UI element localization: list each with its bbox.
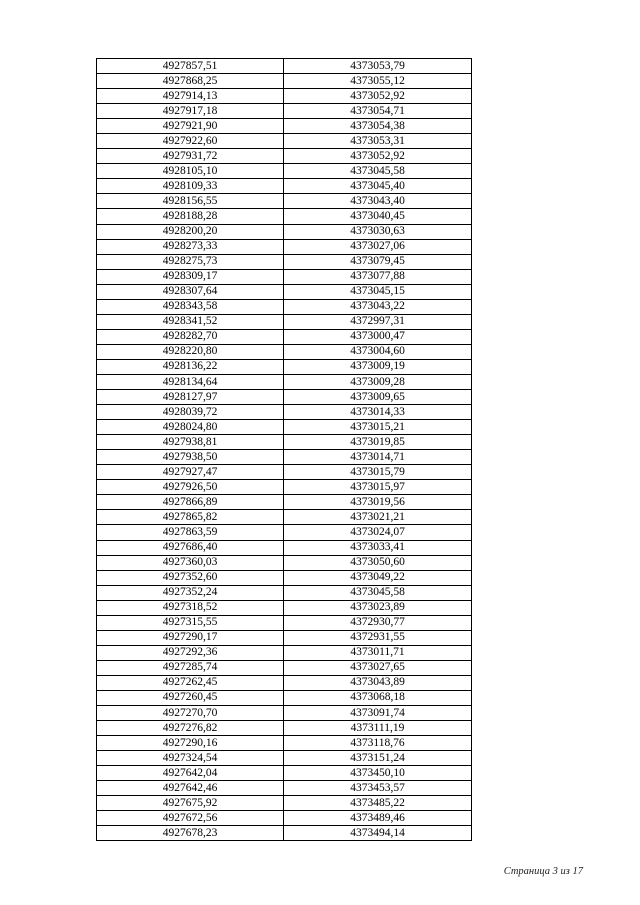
coordinate-x-cell: 4927324,54 [97,751,284,766]
coordinate-y-cell: 4373040,45 [284,209,472,224]
coordinate-x-cell: 4927938,81 [97,435,284,450]
coordinate-y-cell: 4373023,89 [284,600,472,615]
coordinate-y-cell: 4373453,57 [284,781,472,796]
coordinate-x-cell: 4928127,97 [97,390,284,405]
table-row [97,796,472,811]
coordinate-x-cell: 4927914,13 [97,89,284,104]
coordinate-x-cell: 4927642,46 [97,781,284,796]
coordinate-y-cell: 4373014,33 [284,405,472,420]
coordinate-y-cell: 4373045,40 [284,179,472,194]
coordinate-y-cell: 4373045,15 [284,284,472,299]
coordinate-y-cell: 4373118,76 [284,736,472,751]
table-row [97,570,472,585]
table-row [97,254,472,269]
coordinate-y-cell: 4373049,22 [284,570,472,585]
coordinate-y-cell: 4373450,10 [284,766,472,781]
coordinate-y-cell: 4373030,63 [284,224,472,239]
coordinate-x-cell: 4928188,28 [97,209,284,224]
table-row [97,59,472,74]
coordinate-x-cell: 4927917,18 [97,104,284,119]
coordinate-y-cell: 4373027,65 [284,660,472,675]
table-row [97,74,472,89]
coordinate-x-cell: 4927866,89 [97,495,284,510]
coordinate-x-cell: 4927260,45 [97,690,284,705]
coordinate-x-cell: 4928109,33 [97,179,284,194]
coordinate-x-cell: 4927868,25 [97,74,284,89]
coordinate-y-cell: 4373055,12 [284,74,472,89]
table-row [97,149,472,164]
coordinate-x-cell: 4927678,23 [97,826,284,841]
coordinate-y-cell: 4373111,19 [284,721,472,736]
coordinate-y-cell: 4373009,19 [284,359,472,374]
coordinate-y-cell: 4373077,88 [284,269,472,284]
coordinate-x-cell: 4928156,55 [97,194,284,209]
coordinate-y-cell: 4373052,92 [284,89,472,104]
coordinate-y-cell: 4373053,31 [284,134,472,149]
table-row [97,435,472,450]
coordinate-y-cell: 4373021,21 [284,510,472,525]
coordinate-y-cell: 4373015,97 [284,480,472,495]
table-row [97,675,472,690]
coordinate-y-cell: 4373027,06 [284,239,472,254]
table-row [97,450,472,465]
coordinate-x-cell: 4928134,64 [97,374,284,389]
table-row [97,209,472,224]
coordinate-x-cell: 4928273,33 [97,239,284,254]
coordinate-y-cell: 4373068,18 [284,690,472,705]
coordinate-y-cell: 4373485,22 [284,796,472,811]
coordinate-x-cell: 4927863,59 [97,525,284,540]
coordinates-table [96,58,472,841]
table-row [97,314,472,329]
coordinate-x-cell: 4928136,22 [97,359,284,374]
table-row [97,766,472,781]
table-row [97,811,472,826]
coordinate-x-cell: 4927686,40 [97,540,284,555]
table-row [97,239,472,254]
coordinate-y-cell: 4373000,47 [284,329,472,344]
table-row [97,104,472,119]
coordinate-y-cell: 4373045,58 [284,585,472,600]
coordinate-x-cell: 4927927,47 [97,465,284,480]
page-total: 17 [572,866,583,877]
coordinate-y-cell: 4372931,55 [284,630,472,645]
table-row [97,465,472,480]
table-row [97,299,472,314]
coordinate-y-cell: 4373489,46 [284,811,472,826]
coordinate-x-cell: 4928039,72 [97,405,284,420]
table-row [97,510,472,525]
coordinate-x-cell: 4927675,92 [97,796,284,811]
table-row [97,329,472,344]
coordinate-x-cell: 4928024,80 [97,420,284,435]
coordinate-x-cell: 4927276,82 [97,721,284,736]
coordinate-y-cell: 4372930,77 [284,615,472,630]
coordinate-y-cell: 4373043,89 [284,675,472,690]
table-row [97,179,472,194]
coordinate-y-cell: 4373045,58 [284,164,472,179]
coordinate-x-cell: 4927931,72 [97,149,284,164]
table-row [97,721,472,736]
coordinate-x-cell: 4928341,52 [97,314,284,329]
table-row [97,480,472,495]
coordinate-y-cell: 4373019,85 [284,435,472,450]
coordinate-x-cell: 4927921,90 [97,119,284,134]
page-footer [504,866,583,877]
coordinate-y-cell: 4373024,07 [284,525,472,540]
table-row [97,495,472,510]
coordinate-x-cell: 4928343,58 [97,299,284,314]
table-row [97,781,472,796]
coordinate-y-cell: 4373009,28 [284,374,472,389]
coordinate-x-cell: 4927352,60 [97,570,284,585]
table-row [97,344,472,359]
coordinate-x-cell: 4927672,56 [97,811,284,826]
table-row [97,525,472,540]
coordinate-x-cell: 4927290,17 [97,630,284,645]
table-row [97,405,472,420]
table-row [97,826,472,841]
coordinate-x-cell: 4927352,24 [97,585,284,600]
table-row [97,390,472,405]
table-row [97,736,472,751]
table-row [97,660,472,675]
table-row [97,194,472,209]
table-row [97,585,472,600]
page-current: 3 [552,866,558,877]
coordinate-x-cell: 4927938,50 [97,450,284,465]
table-row [97,284,472,299]
coordinate-y-cell: 4373015,79 [284,465,472,480]
table-row [97,615,472,630]
table-row [97,420,472,435]
coordinate-x-cell: 4927360,03 [97,555,284,570]
table-row [97,164,472,179]
table-row [97,134,472,149]
coordinate-x-cell: 4927926,50 [97,480,284,495]
coordinate-x-cell: 4927642,04 [97,766,284,781]
coordinate-y-cell: 4373033,41 [284,540,472,555]
table-row [97,359,472,374]
coordinate-x-cell: 4927865,82 [97,510,284,525]
coordinate-x-cell: 4927290,16 [97,736,284,751]
coordinate-x-cell: 4928309,17 [97,269,284,284]
coordinate-y-cell: 4373015,21 [284,420,472,435]
coordinate-y-cell: 4373014,71 [284,450,472,465]
table-row [97,706,472,721]
coordinate-x-cell: 4928105,10 [97,164,284,179]
coordinate-y-cell: 4373494,14 [284,826,472,841]
coordinate-x-cell: 4928220,80 [97,344,284,359]
coordinate-y-cell: 4373050,60 [284,555,472,570]
coordinate-y-cell: 4373151,24 [284,751,472,766]
table-row [97,224,472,239]
table-row [97,119,472,134]
coordinate-x-cell: 4927922,60 [97,134,284,149]
table-row [97,89,472,104]
table-row [97,690,472,705]
coordinate-x-cell: 4927262,45 [97,675,284,690]
coordinate-y-cell: 4372997,31 [284,314,472,329]
coordinates-table-body [97,59,472,841]
table-row [97,269,472,284]
coordinate-x-cell: 4927318,52 [97,600,284,615]
table-row [97,374,472,389]
coordinate-y-cell: 4373091,74 [284,706,472,721]
coordinate-x-cell: 4928200,20 [97,224,284,239]
coordinate-x-cell: 4927315,55 [97,615,284,630]
coordinate-y-cell: 4373011,71 [284,645,472,660]
page-of: из [560,866,570,877]
coordinate-x-cell: 4927857,51 [97,59,284,74]
coordinate-y-cell: 4373052,92 [284,149,472,164]
coordinate-x-cell: 4927292,36 [97,645,284,660]
table-row [97,751,472,766]
coordinate-x-cell: 4927270,70 [97,706,284,721]
coordinate-y-cell: 4373054,38 [284,119,472,134]
coordinate-x-cell: 4928275,73 [97,254,284,269]
coordinate-y-cell: 4373009,65 [284,390,472,405]
table-row [97,540,472,555]
coordinate-x-cell: 4928282,70 [97,329,284,344]
coordinate-y-cell: 4373004,60 [284,344,472,359]
coordinate-x-cell: 4928307,64 [97,284,284,299]
table-row [97,600,472,615]
table-row [97,630,472,645]
table-row [97,645,472,660]
coordinate-y-cell: 4373043,40 [284,194,472,209]
coordinate-y-cell: 4373043,22 [284,299,472,314]
page-label: Страница [503,866,551,877]
coordinate-y-cell: 4373079,45 [284,254,472,269]
coordinate-y-cell: 4373019,56 [284,495,472,510]
table-row [97,555,472,570]
coordinate-y-cell: 4373054,71 [284,104,472,119]
coordinate-y-cell: 4373053,79 [284,59,472,74]
coordinate-x-cell: 4927285,74 [97,660,284,675]
